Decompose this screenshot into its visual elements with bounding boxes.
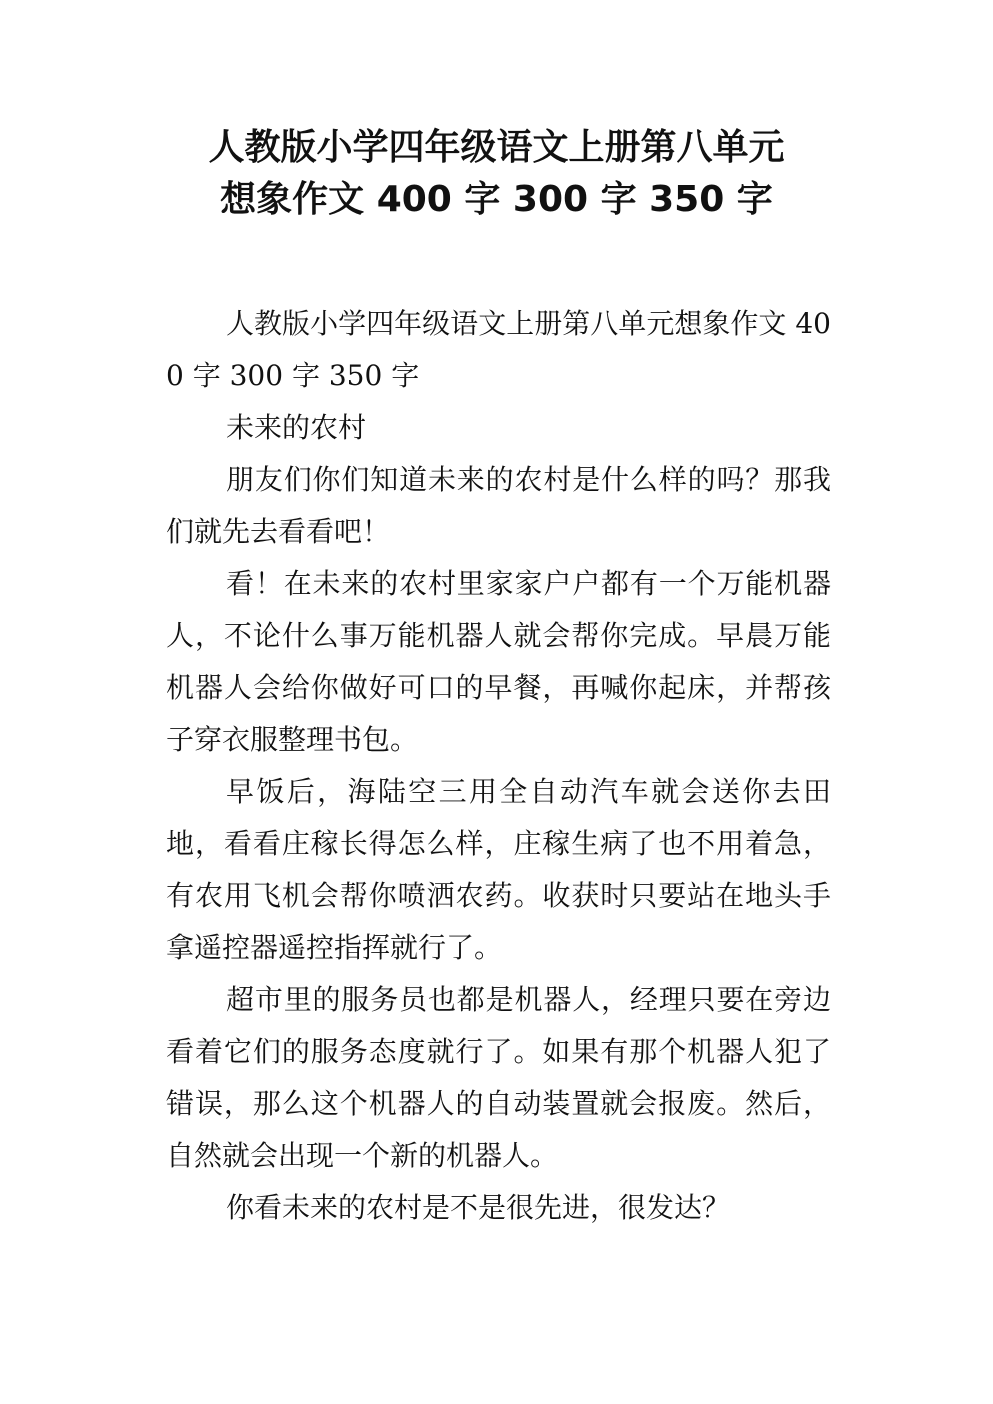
paragraph: 看！在未来的农村里家家户户都有一个万能机器人，不论什么事万能机器人就会帮你完成。早晨万能机器人会给你做好可口的早餐，再喊你起床，并帮孩子穿衣服整理书包。 bbox=[166, 567, 831, 756]
paragraph: 超市里的服务员也都是机器人，经理只要在旁边看着它们的服务态度就行了。如果有那个机器人犯了错误，那么这个机器人的自动装置就会报废。然后，自然就会出现一个新的机器人。 bbox=[166, 983, 831, 1172]
paragraph-intro: 人教版小学四年级语文上册第八单元想象作文 400 字 300 字 350 字 bbox=[166, 307, 831, 392]
essay-heading: 未来的农村 bbox=[226, 411, 367, 444]
paragraph: 早饭后，海陆空三用全自动汽车就会送你去田地，看看庄稼长得怎么样，庄稼生病了也不用着急，有农用飞机会帮你喷洒农药。收获时只要站在地头手拿遥控器遥控指挥就行了。 bbox=[166, 775, 831, 964]
document-body bbox=[166, 298, 831, 1234]
paragraph: 你看未来的农村是不是很先进，很发达？ bbox=[226, 1191, 731, 1224]
title-line-1: 人教版小学四年级语文上册第八单元 bbox=[208, 127, 785, 168]
paragraph: 朋友们你们知道未来的农村是什么样的吗？那我们就先去看看吧！ bbox=[166, 463, 831, 548]
title-line-2: 想象作文 400 字 300 字 350 字 bbox=[220, 179, 773, 220]
document-title bbox=[100, 122, 893, 226]
